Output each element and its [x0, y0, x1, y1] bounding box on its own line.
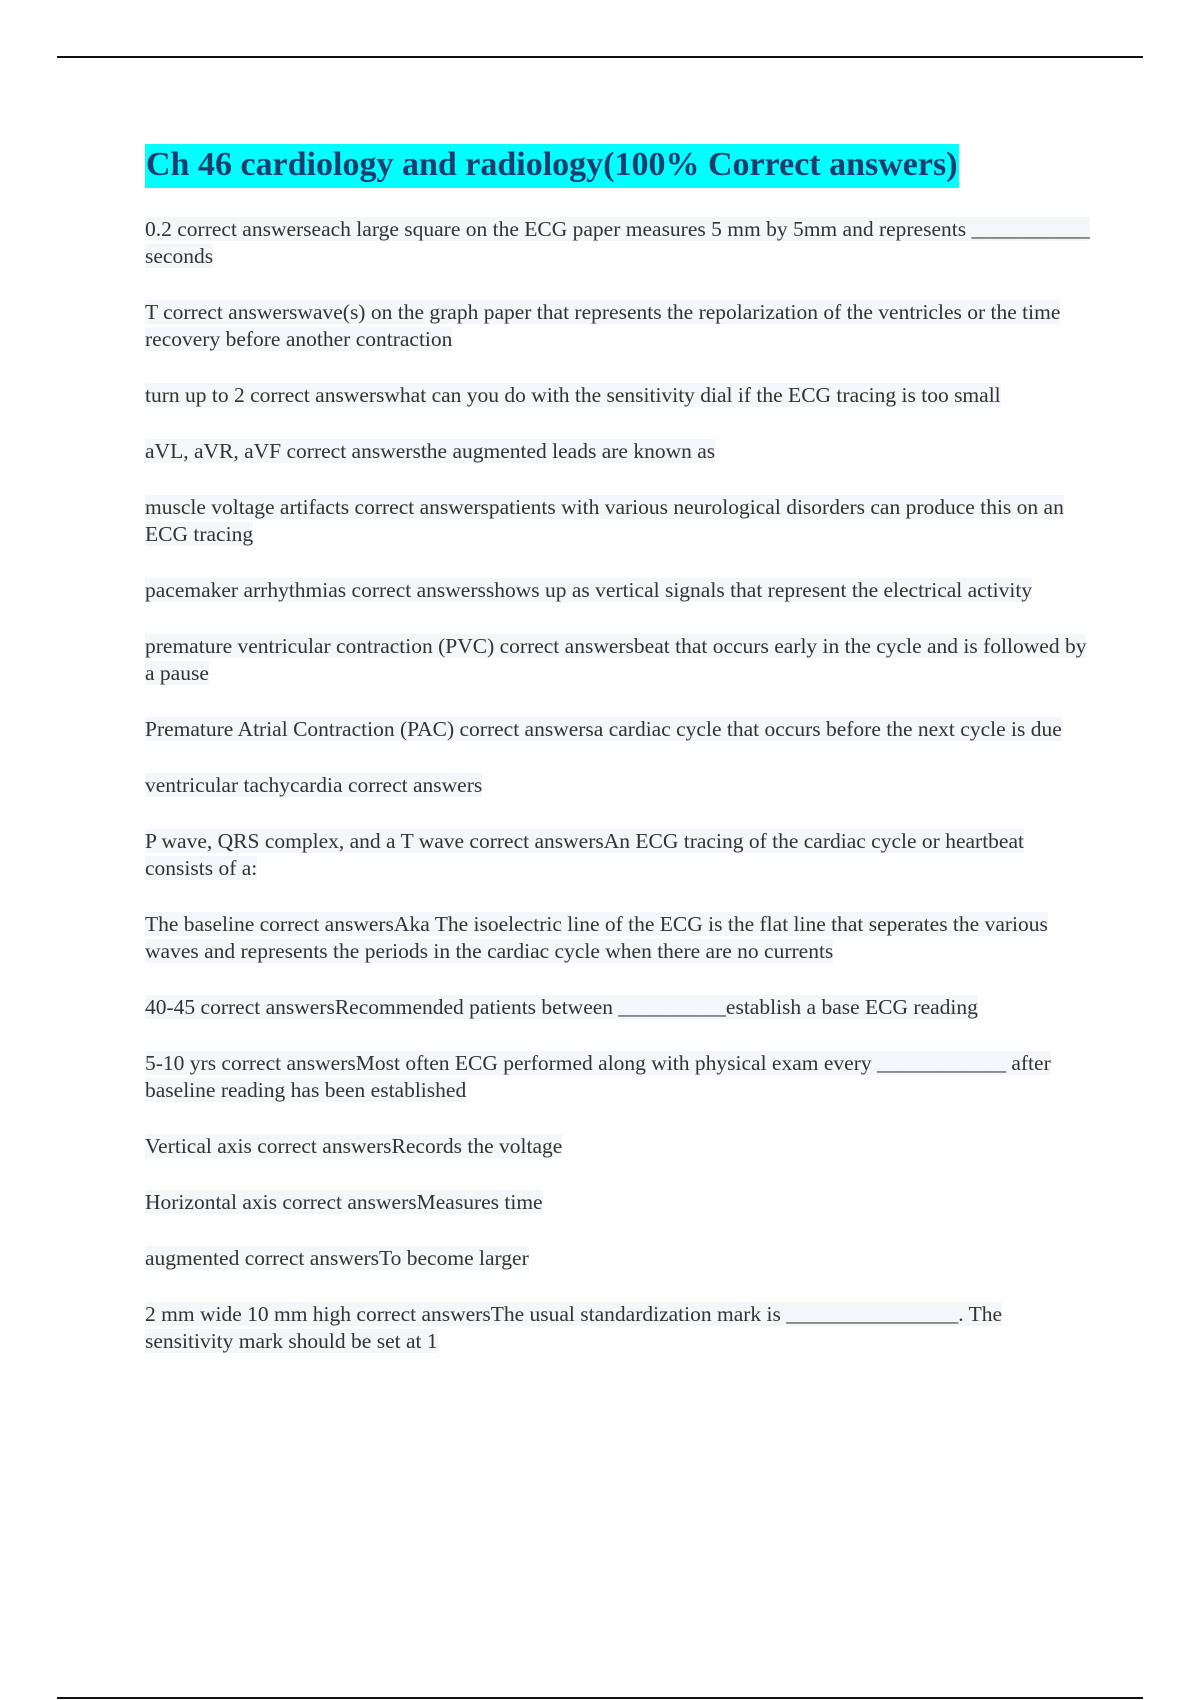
- document-body: [145, 144, 1090, 1384]
- qa-item: [145, 911, 1090, 965]
- qa-item: [145, 438, 1090, 465]
- qa-item: [145, 1133, 1090, 1160]
- qa-item: [145, 1189, 1090, 1216]
- qa-text: premature ventricular contraction (PVC) correct answersbeat that occurs early in the cycle and is followed by a pause: [145, 634, 1087, 685]
- header-rule: [57, 56, 1143, 58]
- qa-text: muscle voltage artifacts correct answerspatients with various neurological disorders can produce this on an ECG tracing: [145, 495, 1064, 546]
- qa-text: 40-45 correct answersRecommended patients between __________establish a base ECG reading: [145, 995, 978, 1019]
- qa-text: Vertical axis correct answersRecords the voltage: [145, 1134, 563, 1158]
- qa-text: ventricular tachycardia correct answers: [145, 773, 483, 797]
- qa-text: 5-10 yrs correct answersMost often ECG performed along with physical exam every ____________ after baseline reading has been established: [145, 1051, 1051, 1102]
- qa-item: [145, 494, 1090, 548]
- qa-item: [145, 299, 1090, 353]
- document-title: Ch 46 cardiology and radiology(100% Correct answers): [145, 144, 959, 188]
- qa-text: P wave, QRS complex, and a T wave correct answersAn ECG tracing of the cardiac cycle or heartbeat consists of a:: [145, 829, 1024, 880]
- qa-text: aVL, aVR, aVF correct answersthe augmented leads are known as: [145, 439, 716, 463]
- qa-text: pacemaker arrhythmias correct answersshows up as vertical signals that represent the electrical activity: [145, 578, 1033, 602]
- qa-item: [145, 577, 1090, 604]
- qa-text: turn up to 2 correct answerswhat can you do with the sensitivity dial if the ECG tracing is too small: [145, 383, 1001, 407]
- qa-text: 0.2 correct answerseach large square on the ECG paper measures 5 mm by 5mm and represents ___________ seconds: [145, 217, 1090, 268]
- footer-rule: [57, 1697, 1143, 1699]
- qa-item: [145, 633, 1090, 687]
- qa-item: [145, 1050, 1090, 1104]
- qa-text: Premature Atrial Contraction (PAC) correct answersa cardiac cycle that occurs before the next cycle is due: [145, 717, 1062, 741]
- qa-item: [145, 716, 1090, 743]
- qa-item: [145, 828, 1090, 882]
- qa-item: [145, 994, 1090, 1021]
- qa-text: Horizontal axis correct answersMeasures time: [145, 1190, 543, 1214]
- qa-item: [145, 382, 1090, 409]
- qa-item: [145, 1245, 1090, 1272]
- qa-item: [145, 1301, 1090, 1355]
- qa-text: T correct answerswave(s) on the graph paper that represents the repolarization of the ventricles or the time recovery before another contraction: [145, 300, 1061, 351]
- qa-text: 2 mm wide 10 mm high correct answersThe usual standardization mark is ________________. The sensitivity mark should be set at 1: [145, 1302, 1003, 1353]
- qa-text: augmented correct answersTo become larger: [145, 1246, 529, 1270]
- qa-text: The baseline correct answersAka The isoelectric line of the ECG is the flat line that seperates the various waves and represents the periods in the cardiac cycle when there are no currents: [145, 912, 1048, 963]
- qa-item: [145, 216, 1090, 270]
- qa-list: [145, 216, 1090, 1355]
- qa-item: [145, 772, 1090, 799]
